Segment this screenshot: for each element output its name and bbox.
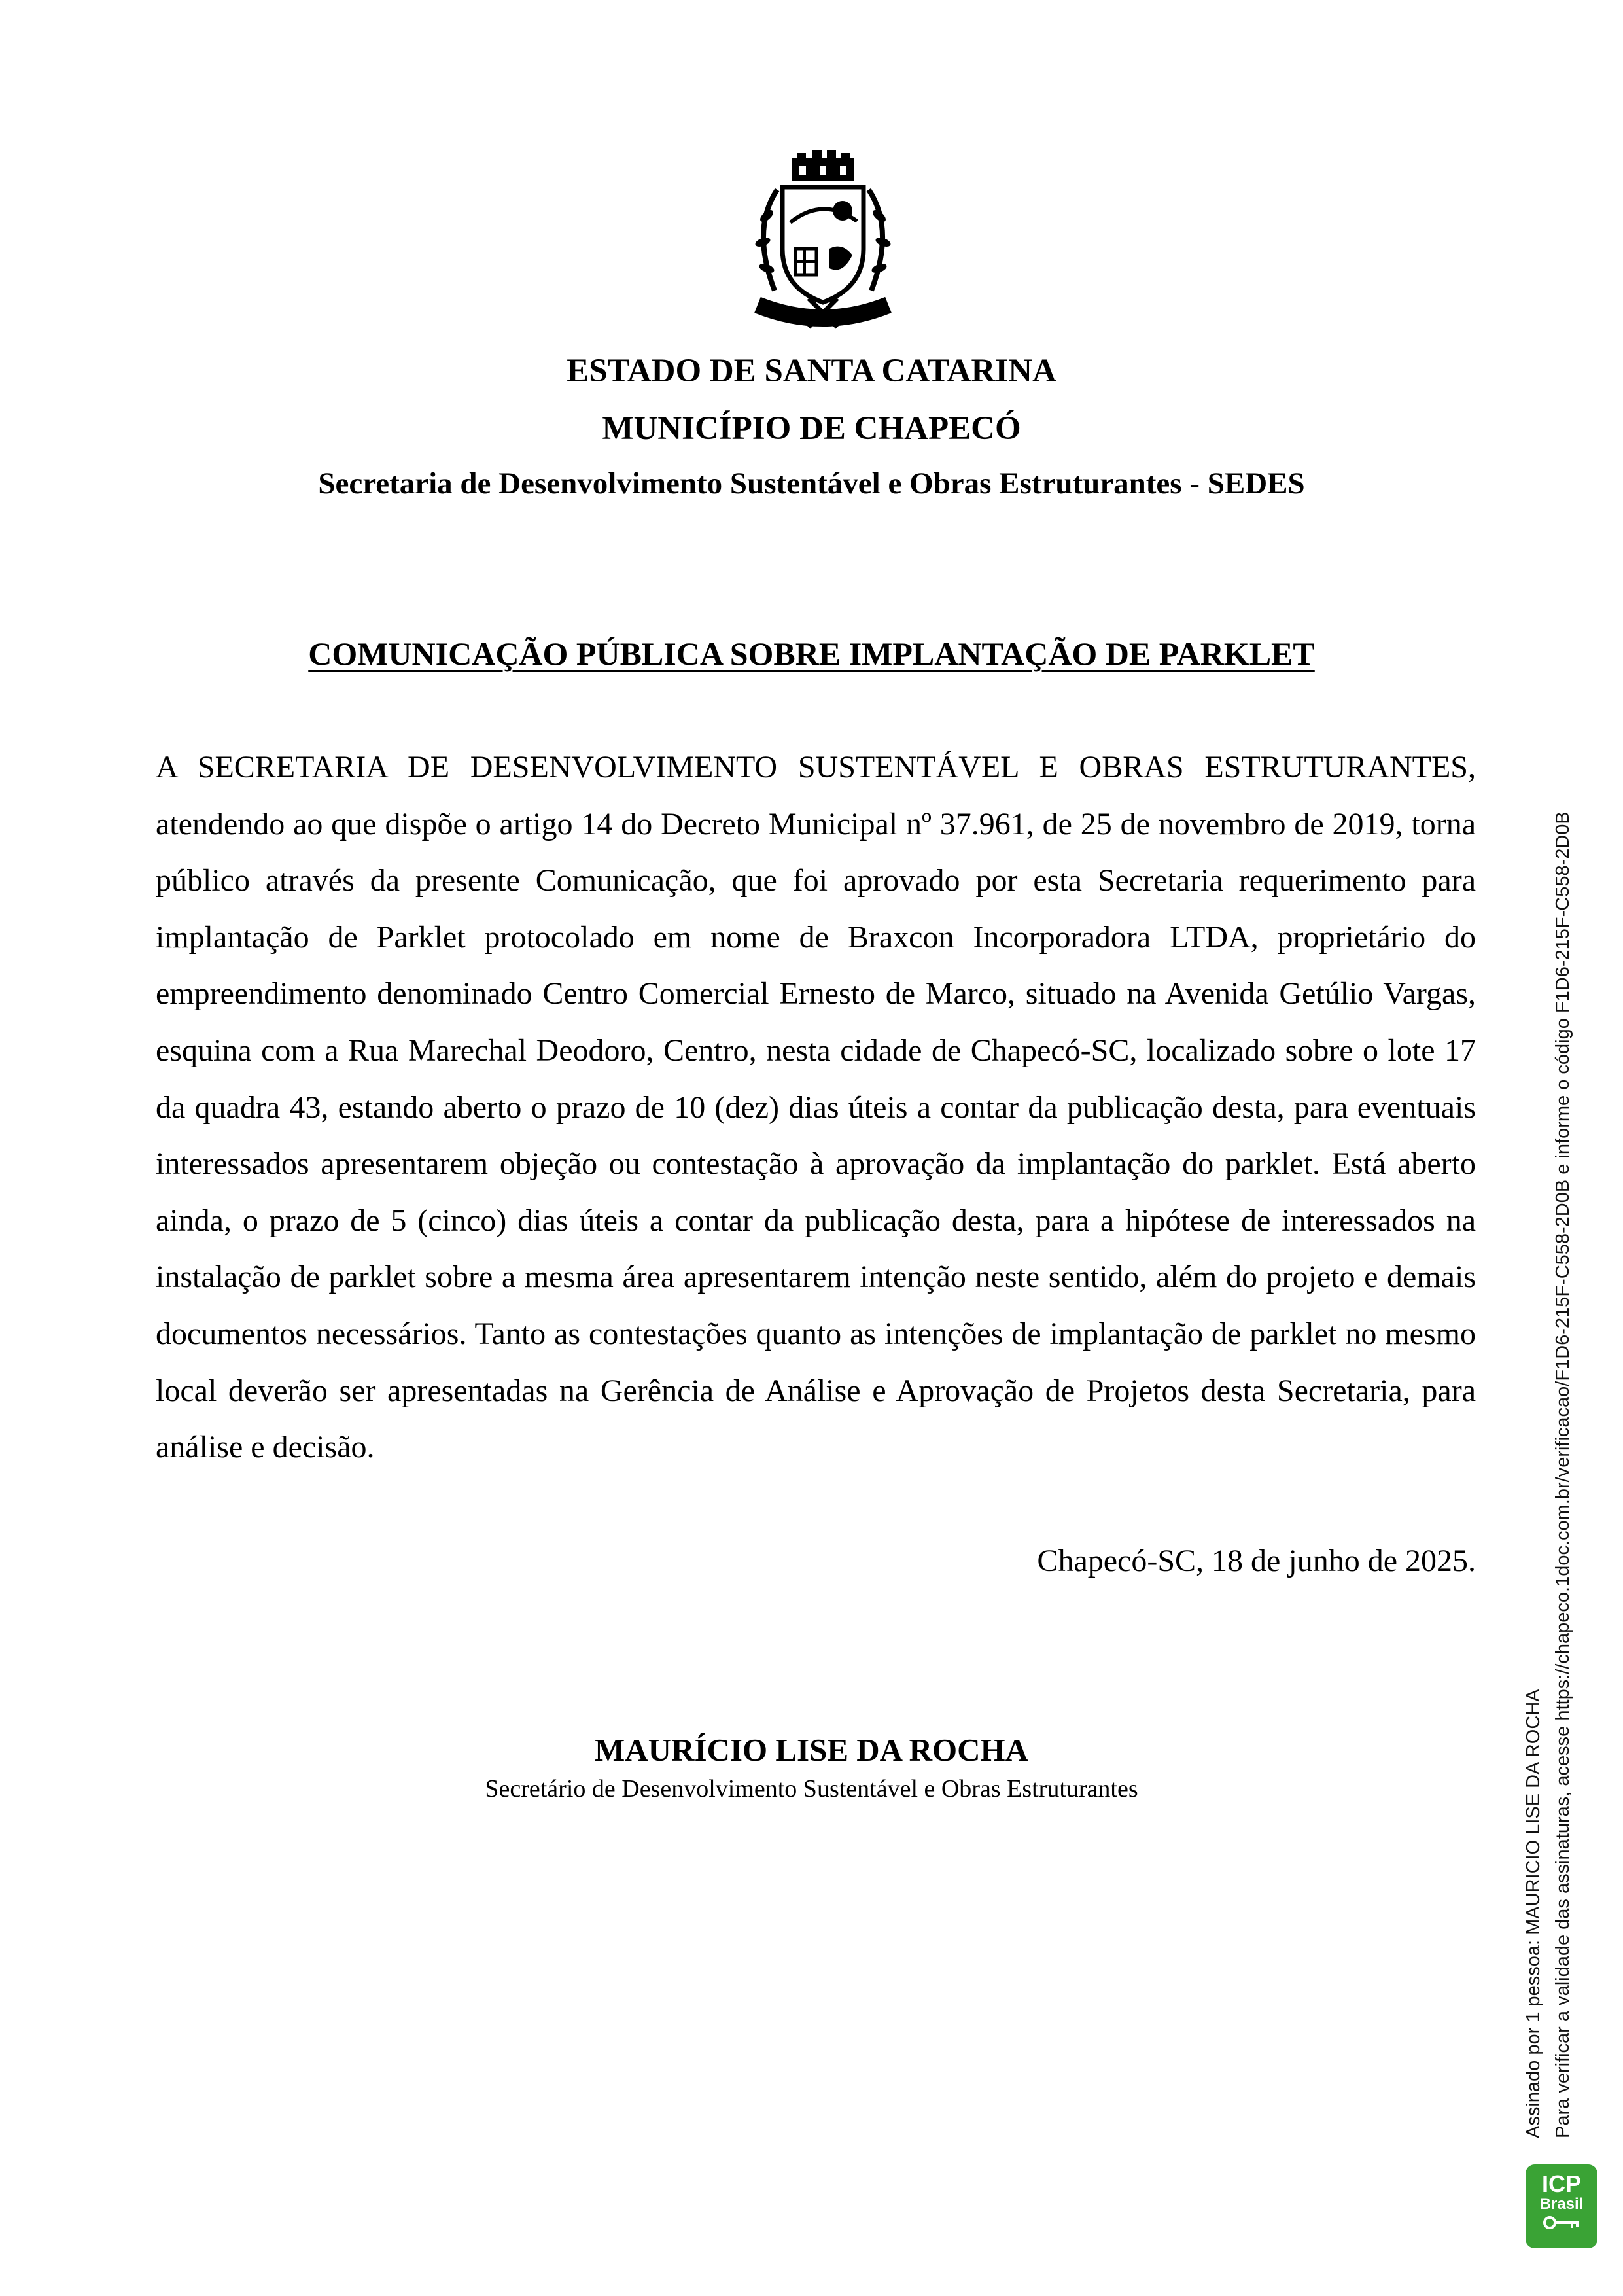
- signatory-name: MAURÍCIO LISE DA ROCHA: [595, 1732, 1028, 1768]
- secretariat-heading: Secretaria de Desenvolvimento Sustentável e Obras Estruturantes - SEDES: [318, 467, 1305, 501]
- icp-badge-line1: ICP: [1541, 2170, 1581, 2197]
- municipality-heading: MUNICÍPIO DE CHAPECÓ: [602, 410, 1021, 447]
- document-title: [0, 635, 1623, 673]
- state-heading: ESTADO DE SANTA CATARINA: [567, 353, 1056, 389]
- icp-badge-line2: Brasil: [1539, 2195, 1584, 2213]
- icp-brasil-badge: [1526, 2164, 1597, 2248]
- signature-note: Assinado por 1 pessoa: MAURICIO LISE DA ROCHA: [1523, 1689, 1544, 2138]
- verification-note[interactable]: Para verificar a validade das assinaturas, acesse https://chapeco.1doc.com.br/verificacao/F1D6-215F-C558-2D0B e informe o código F1D6-215F-C558-2D0B: [1552, 811, 1573, 2138]
- key-icon: [1542, 2216, 1581, 2230]
- signatory-role: Secretário de Desenvolvimento Sustentável e Obras Estruturantes: [485, 1775, 1138, 1803]
- place-date: Chapecó-SC, 18 de junho de 2025.: [1037, 1544, 1476, 1578]
- document-title-text: COMUNICAÇÃO PÚBLICA SOBRE IMPLANTAÇÃO DE PARKLET: [308, 635, 1315, 672]
- coat-of-arms-icon: [731, 150, 915, 334]
- body-paragraph: A SECRETARIA DE DESENVOLVIMENTO SUSTENTÁVEL E OBRAS ESTRUTURANTES, atendendo ao que dispõe o artigo 14 do Decreto Municipal nº 37.961, de 25 de novembro de 2019, torna público através da presente Comunicação, que foi aprovado por esta Secretaria requerimento para implantação de Parklet protocolado em nome de Braxcon Incorporadora LTDA, proprietário do empreendimento denominado Centro Comercial Ernesto de Marco, situado na Avenida Getúlio Vargas, esquina com a Rua Marechal Deodoro, Centro, nesta cidade de Chapecó-SC, localizado sobre o lote 17 da quadra 43, estando aberto o prazo de 10 (dez) dias úteis a contar da publicação desta, para eventuais interessados apresentarem objeção ou contestação à aprovação da implantação do parklet. Está aberto ainda, o prazo de 5 (cinco) dias úteis a contar da publicação desta, para a hipótese de interessados na instalação de parklet sobre a mesma área apresentarem intenção neste sentido, além do projeto e demais documentos necessários. Tanto as contestações quanto as intenções de implantação de parklet no mesmo local deverão ser apresentadas na Gerência de Análise e Aprovação de Projetos desta Secretaria, para análise e decisão.: [156, 750, 1476, 1465]
